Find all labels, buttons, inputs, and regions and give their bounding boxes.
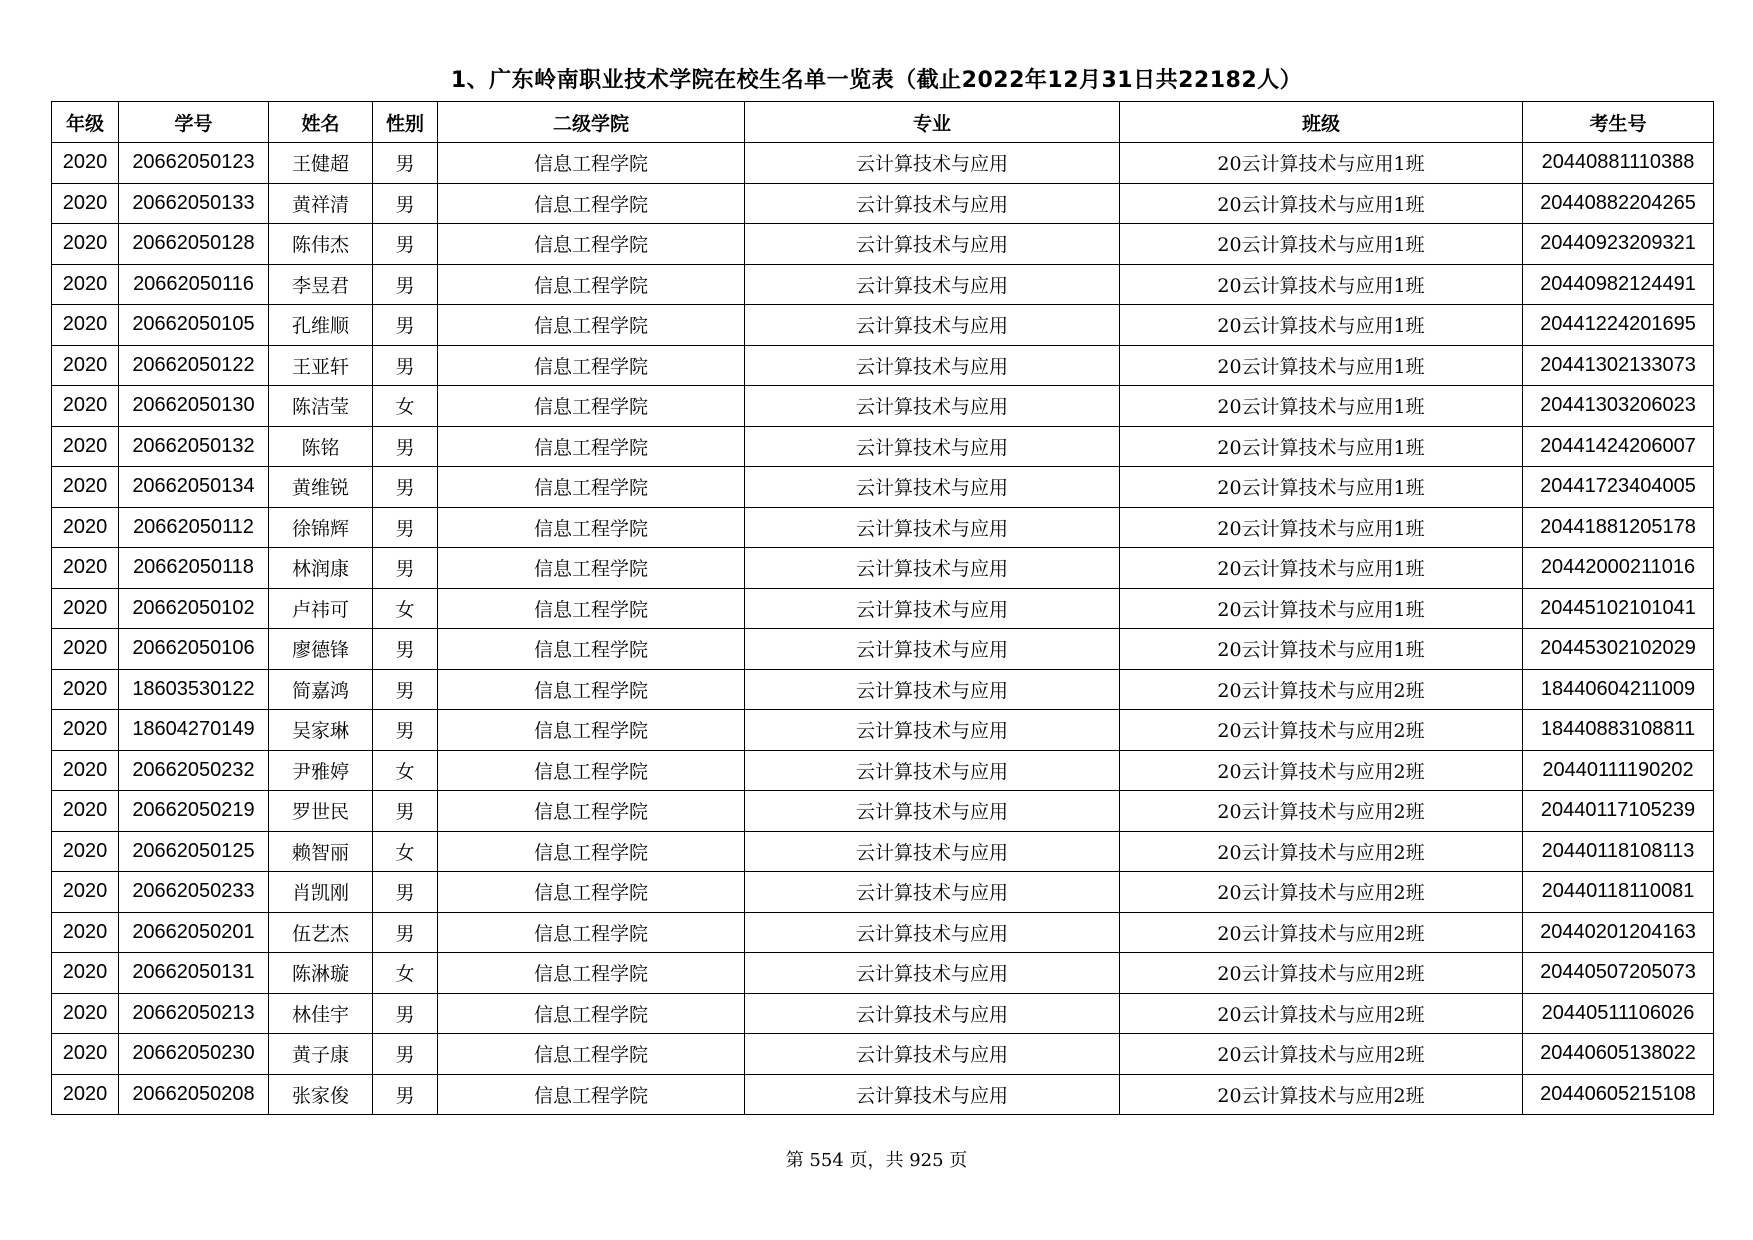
cell-class: 20云计算技术与应用1班 <box>1120 224 1523 265</box>
cell-name: 王亚轩 <box>269 345 373 386</box>
cell-name: 廖德锋 <box>269 629 373 670</box>
cell-grade: 2020 <box>52 345 119 386</box>
student-roster-table <box>51 101 1714 1115</box>
cell-major: 云计算技术与应用 <box>745 345 1120 386</box>
cell-class: 20云计算技术与应用2班 <box>1120 912 1523 953</box>
cell-gender: 男 <box>373 629 438 670</box>
cell-student-id: 20662050125 <box>119 831 269 872</box>
cell-exam-no: 20440201204163 <box>1523 912 1714 953</box>
cell-college: 信息工程学院 <box>438 467 745 508</box>
cell-class: 20云计算技术与应用1班 <box>1120 507 1523 548</box>
cell-major: 云计算技术与应用 <box>745 264 1120 305</box>
cell-student-id: 20662050134 <box>119 467 269 508</box>
cell-college: 信息工程学院 <box>438 1074 745 1115</box>
cell-college: 信息工程学院 <box>438 953 745 994</box>
cell-grade: 2020 <box>52 912 119 953</box>
cell-exam-no: 20440511106026 <box>1523 993 1714 1034</box>
cell-name: 王健超 <box>269 143 373 184</box>
cell-grade: 2020 <box>52 750 119 791</box>
table-header-row <box>52 102 1714 143</box>
cell-exam-no: 20441881205178 <box>1523 507 1714 548</box>
cell-major: 云计算技术与应用 <box>745 629 1120 670</box>
cell-student-id: 20662050128 <box>119 224 269 265</box>
cell-exam-no: 20440923209321 <box>1523 224 1714 265</box>
cell-major: 云计算技术与应用 <box>745 669 1120 710</box>
header-class: 班级 <box>1120 102 1523 143</box>
table-row <box>52 305 1714 346</box>
cell-name: 林佳宇 <box>269 993 373 1034</box>
cell-gender: 女 <box>373 750 438 791</box>
cell-class: 20云计算技术与应用2班 <box>1120 953 1523 994</box>
cell-major: 云计算技术与应用 <box>745 1074 1120 1115</box>
cell-college: 信息工程学院 <box>438 345 745 386</box>
cell-college: 信息工程学院 <box>438 548 745 589</box>
cell-major: 云计算技术与应用 <box>745 791 1120 832</box>
cell-student-id: 20662050123 <box>119 143 269 184</box>
header-grade: 年级 <box>52 102 119 143</box>
cell-college: 信息工程学院 <box>438 750 745 791</box>
cell-gender: 男 <box>373 507 438 548</box>
cell-gender: 男 <box>373 183 438 224</box>
cell-major: 云计算技术与应用 <box>745 831 1120 872</box>
cell-exam-no: 20441723404005 <box>1523 467 1714 508</box>
cell-major: 云计算技术与应用 <box>745 183 1120 224</box>
cell-exam-no: 20440111190202 <box>1523 750 1714 791</box>
cell-class: 20云计算技术与应用2班 <box>1120 1074 1523 1115</box>
cell-gender: 男 <box>373 345 438 386</box>
cell-exam-no: 20441302133073 <box>1523 345 1714 386</box>
cell-grade: 2020 <box>52 305 119 346</box>
cell-grade: 2020 <box>52 872 119 913</box>
cell-student-id: 20662050208 <box>119 1074 269 1115</box>
header-major: 专业 <box>745 102 1120 143</box>
cell-student-id: 20662050106 <box>119 629 269 670</box>
cell-major: 云计算技术与应用 <box>745 750 1120 791</box>
cell-major: 云计算技术与应用 <box>745 872 1120 913</box>
cell-class: 20云计算技术与应用2班 <box>1120 993 1523 1034</box>
cell-gender: 女 <box>373 831 438 872</box>
cell-exam-no: 20441224201695 <box>1523 305 1714 346</box>
cell-gender: 女 <box>373 953 438 994</box>
cell-name: 肖凯刚 <box>269 872 373 913</box>
cell-student-id: 20662050118 <box>119 548 269 589</box>
cell-college: 信息工程学院 <box>438 993 745 1034</box>
page-number: 第 554 页，共 925 页 <box>785 1150 968 1171</box>
cell-name: 陈伟杰 <box>269 224 373 265</box>
table-row <box>52 629 1714 670</box>
cell-grade: 2020 <box>52 143 119 184</box>
cell-college: 信息工程学院 <box>438 305 745 346</box>
table-row <box>52 264 1714 305</box>
cell-gender: 男 <box>373 426 438 467</box>
cell-name: 伍艺杰 <box>269 912 373 953</box>
cell-exam-no: 20440982124491 <box>1523 264 1714 305</box>
table-row <box>52 710 1714 751</box>
cell-gender: 女 <box>373 588 438 629</box>
cell-grade: 2020 <box>52 264 119 305</box>
table-row <box>52 507 1714 548</box>
cell-college: 信息工程学院 <box>438 426 745 467</box>
cell-student-id: 20662050219 <box>119 791 269 832</box>
cell-name: 林润康 <box>269 548 373 589</box>
cell-major: 云计算技术与应用 <box>745 548 1120 589</box>
cell-major: 云计算技术与应用 <box>745 224 1120 265</box>
cell-exam-no: 20445102101041 <box>1523 588 1714 629</box>
cell-class: 20云计算技术与应用1班 <box>1120 143 1523 184</box>
table-row <box>52 953 1714 994</box>
cell-class: 20云计算技术与应用1班 <box>1120 467 1523 508</box>
cell-name: 黄祥清 <box>269 183 373 224</box>
cell-student-id: 20662050130 <box>119 386 269 427</box>
cell-gender: 男 <box>373 912 438 953</box>
cell-major: 云计算技术与应用 <box>745 426 1120 467</box>
cell-grade: 2020 <box>52 1034 119 1075</box>
cell-name: 罗世民 <box>269 791 373 832</box>
table-row <box>52 1034 1714 1075</box>
cell-college: 信息工程学院 <box>438 588 745 629</box>
cell-name: 徐锦辉 <box>269 507 373 548</box>
cell-student-id: 18604270149 <box>119 710 269 751</box>
cell-student-id: 20662050112 <box>119 507 269 548</box>
cell-gender: 男 <box>373 467 438 508</box>
cell-exam-no: 20440881110388 <box>1523 143 1714 184</box>
cell-gender: 男 <box>373 264 438 305</box>
cell-exam-no: 20442000211016 <box>1523 548 1714 589</box>
cell-gender: 男 <box>373 791 438 832</box>
cell-gender: 男 <box>373 669 438 710</box>
cell-major: 云计算技术与应用 <box>745 507 1120 548</box>
cell-major: 云计算技术与应用 <box>745 912 1120 953</box>
cell-major: 云计算技术与应用 <box>745 1034 1120 1075</box>
cell-gender: 男 <box>373 993 438 1034</box>
cell-gender: 女 <box>373 386 438 427</box>
cell-student-id: 18603530122 <box>119 669 269 710</box>
cell-class: 20云计算技术与应用1班 <box>1120 345 1523 386</box>
header-gender: 性别 <box>373 102 438 143</box>
header-student-id: 学号 <box>119 102 269 143</box>
cell-grade: 2020 <box>52 1074 119 1115</box>
table-row <box>52 345 1714 386</box>
cell-major: 云计算技术与应用 <box>745 993 1120 1034</box>
cell-student-id: 20662050131 <box>119 953 269 994</box>
cell-grade: 2020 <box>52 588 119 629</box>
cell-gender: 男 <box>373 143 438 184</box>
cell-class: 20云计算技术与应用1班 <box>1120 386 1523 427</box>
cell-class: 20云计算技术与应用1班 <box>1120 629 1523 670</box>
cell-class: 20云计算技术与应用2班 <box>1120 831 1523 872</box>
table-row <box>52 669 1714 710</box>
cell-class: 20云计算技术与应用1班 <box>1120 426 1523 467</box>
cell-name: 孔维顺 <box>269 305 373 346</box>
cell-exam-no: 20441303206023 <box>1523 386 1714 427</box>
cell-class: 20云计算技术与应用2班 <box>1120 791 1523 832</box>
cell-student-id: 20662050132 <box>119 426 269 467</box>
cell-class: 20云计算技术与应用2班 <box>1120 750 1523 791</box>
cell-college: 信息工程学院 <box>438 669 745 710</box>
cell-college: 信息工程学院 <box>438 710 745 751</box>
cell-college: 信息工程学院 <box>438 831 745 872</box>
cell-gender: 男 <box>373 872 438 913</box>
cell-college: 信息工程学院 <box>438 264 745 305</box>
cell-college: 信息工程学院 <box>438 507 745 548</box>
cell-student-id: 20662050133 <box>119 183 269 224</box>
cell-college: 信息工程学院 <box>438 629 745 670</box>
table-row <box>52 831 1714 872</box>
cell-gender: 男 <box>373 305 438 346</box>
cell-college: 信息工程学院 <box>438 1034 745 1075</box>
table-row <box>52 588 1714 629</box>
cell-exam-no: 20440507205073 <box>1523 953 1714 994</box>
cell-grade: 2020 <box>52 831 119 872</box>
cell-exam-no: 20440882204265 <box>1523 183 1714 224</box>
cell-grade: 2020 <box>52 548 119 589</box>
cell-class: 20云计算技术与应用2班 <box>1120 872 1523 913</box>
cell-name: 简嘉鸿 <box>269 669 373 710</box>
table-row <box>52 872 1714 913</box>
cell-exam-no: 18440883108811 <box>1523 710 1714 751</box>
cell-major: 云计算技术与应用 <box>745 305 1120 346</box>
cell-exam-no: 20440118110081 <box>1523 872 1714 913</box>
cell-class: 20云计算技术与应用2班 <box>1120 710 1523 751</box>
cell-grade: 2020 <box>52 467 119 508</box>
cell-exam-no: 20440117105239 <box>1523 791 1714 832</box>
cell-class: 20云计算技术与应用2班 <box>1120 1034 1523 1075</box>
cell-name: 赖智丽 <box>269 831 373 872</box>
cell-name: 陈淋璇 <box>269 953 373 994</box>
cell-college: 信息工程学院 <box>438 386 745 427</box>
cell-major: 云计算技术与应用 <box>745 467 1120 508</box>
cell-class: 20云计算技术与应用1班 <box>1120 588 1523 629</box>
cell-college: 信息工程学院 <box>438 224 745 265</box>
header-name: 姓名 <box>269 102 373 143</box>
table-row <box>52 143 1714 184</box>
cell-grade: 2020 <box>52 669 119 710</box>
table-row <box>52 1074 1714 1115</box>
cell-name: 陈铭 <box>269 426 373 467</box>
cell-gender: 男 <box>373 1034 438 1075</box>
cell-major: 云计算技术与应用 <box>745 588 1120 629</box>
cell-college: 信息工程学院 <box>438 912 745 953</box>
cell-college: 信息工程学院 <box>438 872 745 913</box>
cell-grade: 2020 <box>52 224 119 265</box>
cell-major: 云计算技术与应用 <box>745 710 1120 751</box>
table-row <box>52 791 1714 832</box>
table-row <box>52 912 1714 953</box>
cell-name: 张家俊 <box>269 1074 373 1115</box>
cell-class: 20云计算技术与应用1班 <box>1120 548 1523 589</box>
cell-student-id: 20662050213 <box>119 993 269 1034</box>
table-row <box>52 386 1714 427</box>
cell-grade: 2020 <box>52 426 119 467</box>
header-college: 二级学院 <box>438 102 745 143</box>
table-body <box>52 143 1714 1115</box>
cell-exam-no: 20441424206007 <box>1523 426 1714 467</box>
table-row <box>52 183 1714 224</box>
cell-grade: 2020 <box>52 993 119 1034</box>
cell-major: 云计算技术与应用 <box>745 953 1120 994</box>
table-row <box>52 426 1714 467</box>
cell-gender: 男 <box>373 224 438 265</box>
cell-class: 20云计算技术与应用1班 <box>1120 264 1523 305</box>
cell-exam-no: 20440118108113 <box>1523 831 1714 872</box>
page-title: 1、广东岭南职业技术学院在校生名单一览表（截止2022年12月31日共22182人） <box>450 68 1303 93</box>
cell-exam-no: 20440605215108 <box>1523 1074 1714 1115</box>
cell-name: 卢祎可 <box>269 588 373 629</box>
cell-name: 黄维锐 <box>269 467 373 508</box>
table-row <box>52 993 1714 1034</box>
cell-grade: 2020 <box>52 386 119 427</box>
cell-student-id: 20662050201 <box>119 912 269 953</box>
cell-college: 信息工程学院 <box>438 791 745 832</box>
cell-grade: 2020 <box>52 710 119 751</box>
cell-gender: 男 <box>373 548 438 589</box>
cell-student-id: 20662050230 <box>119 1034 269 1075</box>
cell-student-id: 20662050233 <box>119 872 269 913</box>
cell-name: 陈洁莹 <box>269 386 373 427</box>
cell-name: 黄子康 <box>269 1034 373 1075</box>
cell-name: 尹雅婷 <box>269 750 373 791</box>
cell-grade: 2020 <box>52 507 119 548</box>
cell-grade: 2020 <box>52 183 119 224</box>
cell-class: 20云计算技术与应用1班 <box>1120 183 1523 224</box>
cell-name: 李昱君 <box>269 264 373 305</box>
cell-college: 信息工程学院 <box>438 143 745 184</box>
cell-student-id: 20662050116 <box>119 264 269 305</box>
cell-exam-no: 20445302102029 <box>1523 629 1714 670</box>
cell-college: 信息工程学院 <box>438 183 745 224</box>
cell-gender: 男 <box>373 710 438 751</box>
cell-student-id: 20662050102 <box>119 588 269 629</box>
cell-class: 20云计算技术与应用2班 <box>1120 669 1523 710</box>
cell-grade: 2020 <box>52 791 119 832</box>
cell-name: 吴家琳 <box>269 710 373 751</box>
cell-class: 20云计算技术与应用1班 <box>1120 305 1523 346</box>
cell-student-id: 20662050105 <box>119 305 269 346</box>
cell-major: 云计算技术与应用 <box>745 386 1120 427</box>
header-exam-no: 考生号 <box>1523 102 1714 143</box>
cell-grade: 2020 <box>52 629 119 670</box>
table-row <box>52 548 1714 589</box>
cell-exam-no: 18440604211009 <box>1523 669 1714 710</box>
cell-student-id: 20662050232 <box>119 750 269 791</box>
table-row <box>52 467 1714 508</box>
cell-major: 云计算技术与应用 <box>745 143 1120 184</box>
cell-exam-no: 20440605138022 <box>1523 1034 1714 1075</box>
cell-student-id: 20662050122 <box>119 345 269 386</box>
table-row <box>52 750 1714 791</box>
cell-gender: 男 <box>373 1074 438 1115</box>
table-row <box>52 224 1714 265</box>
cell-grade: 2020 <box>52 953 119 994</box>
